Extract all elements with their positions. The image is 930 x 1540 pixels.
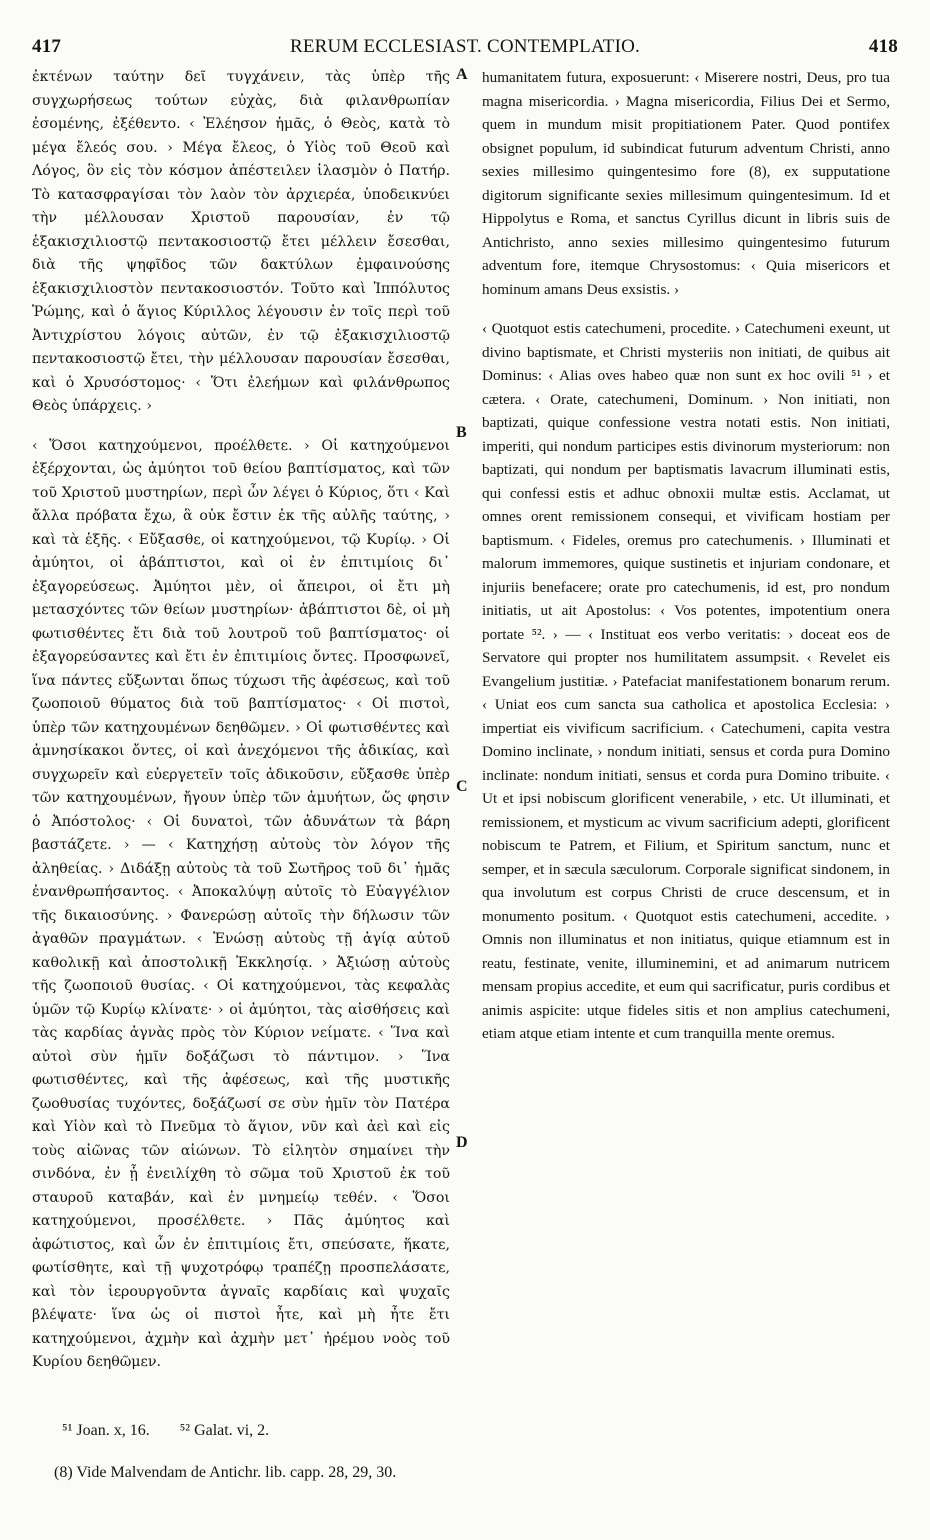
section-marker-b: B [456, 424, 467, 441]
footnote-51: ⁵¹ Joan. x, 16. [62, 1422, 150, 1439]
section-marker-a: A [456, 66, 468, 83]
greek-paragraph-2: ‹ Ὅσοι κατηχούμενοι, προέλθετε. › Οἱ κατηχούμενοι ἐξέρχονται, ὡς ἀμύητοι τοῦ θείου βαπτίσματος, καὶ τῶν τοῦ Χριστοῦ μυστηρίων, περὶ ὧν λέγει ὁ Κύριος, ὅτι ‹ Καὶ ἄλλα πρόβατα ἔχω, ἃ οὐκ ἔστιν ἐκ τῆς αὐλῆς ταύτης, › καὶ τὰ ἑξῆς. ‹ Εὔξασθε, οἱ κατηχούμενοι, τῷ Κυρίῳ. › Οἱ ἀμύητοι, οἱ ἀβάπτιστοι, καὶ οἱ ἐν ἐπιτιμίοις δι᾽ ἐξαγορεύσεως. Ἀμύητοι μὲν, οἱ ἄπειροι, οἱ ἔτι μὴ μετασχόντες τῶν θείων μυστηρίων· ἀβάπτιστοι δὲ, οἱ μὴ φωτισθέντες ἔτι διὰ τοῦ λουτροῦ τοῦ βαπτίσματος· οἱ ἐξαγορεύσαντες καὶ ἔτι ἐν ἐπιτιμίοις ὄντες. Προσφωνεῖ, ἵνα πάντες εὔξωνται ὅπως τύχωσι τῆς ἀφέσεως, καὶ τοῦ ζωοποιοῦ θύματος διὰ τοῦ βαπτίσματος· ‹ Οἱ πιστοὶ, ὑπὲρ τῶν κατηχουμένων δεηθῶμεν. › Οἱ φωτισθέντες καὶ ἀμνησίκακοι ὄντες, οἱ καὶ ἀνεχόμενοι τῆς ἀδικίας, καὶ συγχωρεῖν καὶ εὐεργετεῖν τοῖς ἀδικοῦσιν, εὔξασθε ὑπὲρ τῶν κατηχουμένων, ἤγουν ὑπὲρ τῶν ἀμυήτων, ὥς φησιν ὁ Ἀπόστολος· ‹ Οἱ δυνατοὶ, τῶν ἀδυνάτων τὰ βάρη βαστάζετε. › — ‹ Κατηχήσῃ αὐτοὺς τὸν λόγον τῆς ἀληθείας. › Διδάξῃ αὐτοὺς τὰ τοῦ Σωτῆρος τοῦ δι᾽ ἡμᾶς ἐνανθρωπήσαντος. ‹ Ἀποκαλύψῃ αὐτοῖς τὸ Εὐαγγέλιον τῆς δικαιοσύνης. › Φανερώσῃ αὐτοῖς τὴν δήλωσιν τῶν ἀγαθῶν πραγμάτων. ‹ Ἑνώσῃ αὐτοὺς τῇ ἁγίᾳ αὐτοῦ καθολικῇ καὶ ἀποστολικῇ Ἐκκλησίᾳ. › Ἀξιώσῃ αὐτοὺς τῆς ζωοποιοῦ θυσίας. ‹ Οἱ κατηχούμενοι, τὰς κεφαλὰς ὑμῶν τῷ Κυρίῳ κλίνατε· › οἱ ἀμύητοι, τὰς αἰσθήσεις καὶ τὰς καρδίας ἁγνὰς πρὸς τὸν Κύριον νείματε. ‹ Ἵνα καὶ αὐτοὶ σὺν ἡμῖν δοξάζωσι τὸ πάντιμον. › Ἵνα φωτισθέντες, καὶ τῆς ἀφέσεως, καὶ τῆς μυστικῆς ζωοθυσίας τυχόντες, δοξάζωσί σε σὺν ἡμῖν τὸν Πατέρα καὶ Υἱὸν καὶ τὸ Πνεῦμα τὸ ἅγιον, νῦν καὶ ἀεὶ καὶ εἰς τοὺς αἰῶνας τῶν αἰώνων. Τὸ εἰλητὸν σημαίνει τὴν σινδόνα, ἐν ᾗ ἐνειλίχθη τὸ σῶμα τοῦ Χριστοῦ ἐκ τοῦ σταυροῦ καταβάν, καὶ ἐν μνημείῳ τεθέν. ‹ Ὅσοι κατηχούμενοι, προσέλθετε. › Πᾶς ἀμύητος καὶ ἀφώτιστος, καὶ ὧν ἐν ἐπιτιμίοις ἔτι, σπεύσατε, ἥκατε, φωτίσθητε, καὶ τῇ ψυχοτρόφῳ τραπέζῃ προσπελάσατε, καὶ τὸν ἱερουργοῦντα ἁγναῖς καρδίαις καὶ ψυχαῖς βλέψατε· ἵνα ὡς οἱ πιστοὶ ἦτε, καὶ μὴ ἦτε ἔτι κατηχούμενοι, ἀχμὴν καὶ ἀχμὴν μετ᾽ ἠρέμου νοὸς τοῦ Κυρίου δεηθῶμεν. [32, 437, 450, 1370]
page-number-left: 417 [32, 36, 62, 57]
footnote-52: ⁵² Galat. vi, 2. [179, 1422, 270, 1439]
editor-note-8: (8) Vide Malvendam de Antichr. lib. capp. 28, 29, 30. [54, 1464, 397, 1481]
greek-paragraph-1: ἐκτένων ταύτην δεῖ τυγχάνειν, τὰς ὑπὲρ τῆς συγχωρήσεως τούτων εὐχὰς, διὰ φιλανθρωπίαν ἐσομένης, ἐξέθεντο. ‹ Ἐλέησον ἡμᾶς, ὁ Θεὸς, κατὰ τὸ μέγα ἔλεός σου. › Μέγα ἔλεος, ὁ Υἱὸς τοῦ Θεοῦ καὶ Λόγος, ὃν εἰς τὸν κόσμον ἀπέστειλεν ἱλασμὸν ὁ Πατήρ. Τὸ κατασφραγίσαι τὸν λαὸν τὸν ἀρχιερέα, ὑποδεικνύει τὴν μέλλουσαν Χριστοῦ παρουσίαν, ἐν τῷ ἑξακισχιλιοστῷ πεντακοσιοστῷ ἔτει μέλλειν ἔσεσθαι, διὰ τῆς ψηφῖδος τῶν δακτύλων ἐμφαινούσης ἑξακισχιλιοστὸν πεντακοσιοστόν. Τοῦτο καὶ Ἱππόλυτος Ῥώμης, καὶ ὁ ἅγιος Κύριλλος λέγουσιν ἐν τοῖς περὶ τοῦ Ἀντιχρίστου λόγοις αὐτῶν, ἐν τῷ ἑξακισχιλιοστῷ πεντακοσιοστῷ ἔτει, τὴν μέλλουσαν παρουσίαν ἔσεσθαι, καὶ ὁ Χρυσόστομος· ‹ Ὅτι ἐλεήμων καὶ φιλάνθρωπος Θεὸς ὑπάρχεις. › [32, 69, 450, 414]
running-title: RERUM ECCLESIAST. CONTEMPLATIO. [290, 36, 640, 57]
running-header [22, 32, 908, 62]
latin-column [482, 66, 890, 1046]
page-number-right: 418 [868, 36, 898, 57]
footnotes [54, 1418, 762, 1502]
section-marker-d: D [456, 1134, 468, 1151]
latin-paragraph-1: humanitatem futura, exposuerunt: ‹ Miserere nostri, Deus, pro tua magna misericordia. › Magna misericordia, Filius Dei et Sermo, quem in mundum misit propitiationem Pater. Quod pontifex obsignet populum, id subindicat futurum adventum Christi, anno sexies millesimo quingentesimo fore (8), ex supputatione digitorum significante sexies millesimum quingentesimum. Id et Hippolytus e Roma, et sanctus Cyrillus dicunt in libris suis de Antichristo, anno sexies millesimo quingentesimo futurum adventum fore, itemque Chrysostomus: ‹ Quia misericors et hominum amans Deus exsistis. › [482, 69, 890, 298]
greek-column [32, 66, 450, 1375]
latin-paragraph-2: ‹ Quotquot estis catechumeni, procedite. › Catechumeni exeunt, ut divino baptismate, et Christi mysteriis non initiati, de quibus ait Dominus: ‹ Alias oves habeo quæ non sunt ex hoc ovili ⁵¹ › et cætera. ‹ Orate, catechumeni, Dominum. › Non initiati, non baptizati, quique confessione vestra notati estis. Non initiati, imperiti, qui nondum participes estis divinorum mysteriorum: non baptizati, qui nondum per baptismatis lavacrum illuminati estis, qui confessi estis et adhuc obnoxii multæ estis. Acclamat, ut omnes orent remissionem consequi, et vivificam hostiam per baptismum. ‹ Fideles, oremus pro catechumenis. › Illuminati et malorum immemores, quique sustinetis et injuriam condonare, et injuriis benefacere; orate pro catechumenis, id est, pro nondum initiatis, ut ait Apostolus: ‹ Vos potentes, impotentium onera portate ⁵². › — ‹ Instituat eos verbo veritatis: › doceat eos de Servatore qui propter nos humilitatem assumpsit. ‹ Revelet eis Evangelium justitiæ. › Patefaciat manifestationem bonarum rerum. ‹ Uniat eos cum sancta sua catholica et apostolica Ecclesia: › impertiat eis vivificum sacrificium. ‹ Catechumeni, capita vestra Domino inclinate, › nondum initiati, sensus et corda pura Domino inclinate: nondum initiati, sensus et corda pura Domino tribuite. ‹ Ut et ipsi nobiscum glorificent venerabile, › etc. Ut illuminati, et remissionem, et mysticum ac vivum sacrificium adepti, glorificent nobiscum te Patrem, et Filium, et Spiritum sanctum, nunc et semper, et in sæcula sæculorum. Corporale significat sindonem, in qua involutum est corpus Christi de cruce descensum, et in monumento positum. ‹ Quotquot estis catechumeni, accedite. › Omnis non illuminatus et non initiatus, quique etiamnum est in reatu, festinate, venite, illuminemini, et ad animarum nutricem mensam propius accedite, et eum qui sacrificatur, puris cordibus et animis aspicite: utque fideles sitis et non amplius catechumeni, etiam atque etiam intente et cum tranquilla mente oremus. [482, 320, 890, 1042]
section-marker-c: C [456, 778, 468, 795]
